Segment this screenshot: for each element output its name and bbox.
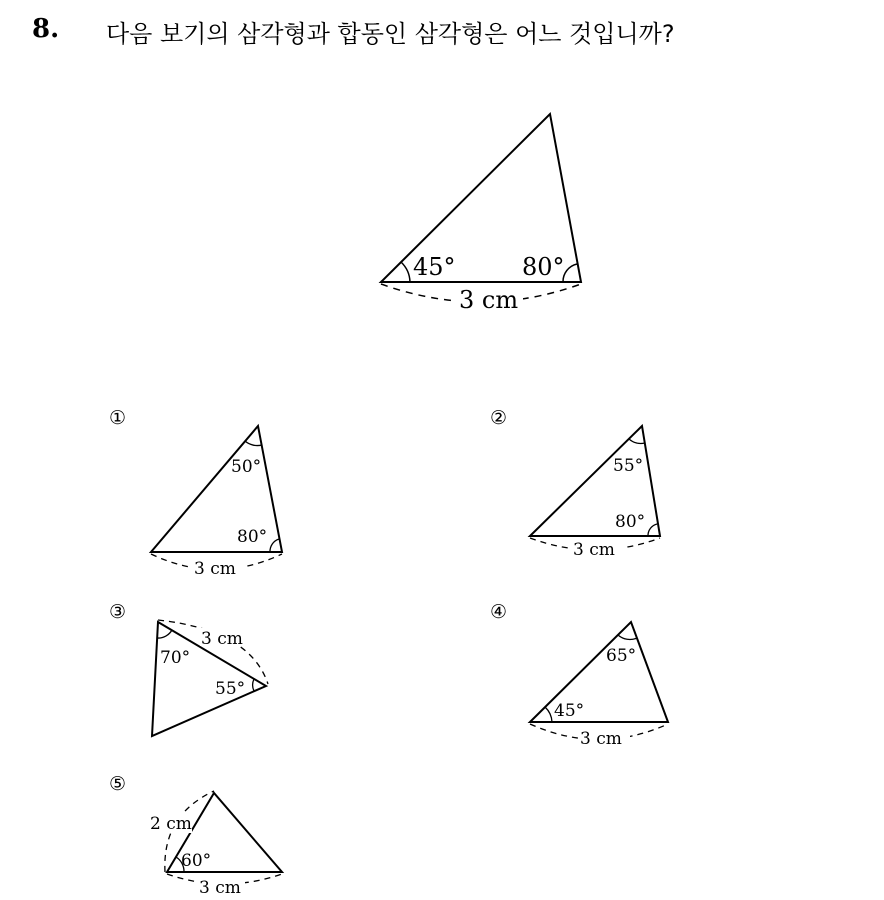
option-2-angle-top: 55° [613,456,644,476]
option-2-side-label: 3 cm [573,540,615,560]
option-3-arc-b [253,679,254,691]
option-2-arc-bottom [648,524,657,536]
option-2[interactable] [490,407,660,560]
option-3-side-label: 3 cm [201,629,243,649]
option-2-arc-top [629,439,645,443]
given-angle-arc-right [563,264,577,282]
option-1-angle-bottom: 80° [237,527,268,547]
option-3[interactable] [109,601,268,736]
given-side-label: 3 cm [459,286,519,314]
option-4-angle-bottom: 45° [554,701,585,721]
option-2-angle-bottom: 80° [615,512,646,532]
question-text: 다음 보기의 삼각형과 합동인 삼각형은 어느 것입니까? [106,20,675,48]
option-4-side-label: 3 cm [580,729,622,749]
option-5-marker[interactable]: ⑤ [109,773,127,795]
option-4-arc-top [618,635,637,639]
option-1[interactable] [109,407,282,579]
question-number: 8. [32,14,60,44]
option-4-angle-top: 65° [606,646,637,666]
given-angle-left-label: 45° [413,253,456,281]
given-triangle [381,114,581,314]
option-5[interactable] [109,773,282,898]
option-3-angle-a: 70° [160,648,191,668]
option-3-arc-a [157,630,172,638]
option-1-angle-top: 50° [231,457,262,477]
option-3-marker[interactable]: ③ [109,601,127,623]
given-angle-right-label: 80° [522,253,565,281]
option-3-angle-b: 55° [215,679,246,699]
option-4-arc-bottom [545,707,552,722]
option-5-angle: 60° [181,851,212,871]
option-4-triangle [530,622,668,722]
given-angle-arc-left [401,262,410,282]
option-1-marker[interactable]: ① [109,407,127,429]
option-4-marker[interactable]: ④ [490,601,508,623]
option-1-arc-bottom [270,539,279,552]
option-2-marker[interactable]: ② [490,407,508,429]
option-5-side-left-label: 2 cm [150,814,192,834]
option-4[interactable] [490,601,668,749]
option-5-side-bottom-label: 3 cm [199,878,241,898]
option-1-arc-top [245,441,262,446]
option-1-side-label: 3 cm [194,559,236,579]
